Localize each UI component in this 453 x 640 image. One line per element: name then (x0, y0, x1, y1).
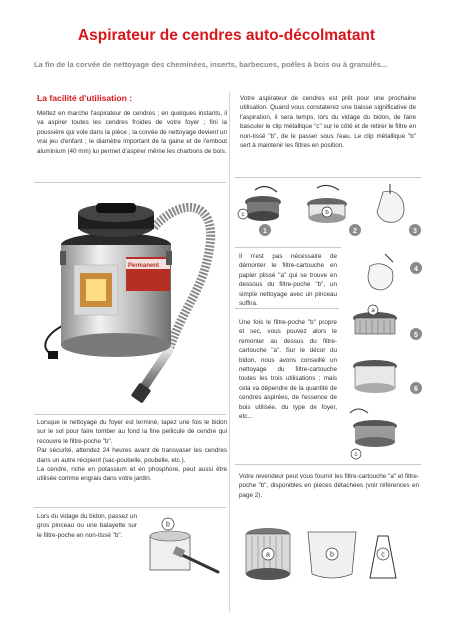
svg-text:c: c (241, 212, 245, 218)
filter-removal-steps-illustration (235, 180, 425, 250)
step-label-c2 (351, 449, 361, 459)
svg-text:4: 4 (414, 266, 418, 273)
divider (34, 182, 226, 183)
page-subtitle: La fin de la corvée de nettoyage des cheminées, inserts, barbecues, poêles à bois ou à granulés... (34, 60, 388, 69)
column-divider (229, 92, 230, 612)
filter-label-b (326, 548, 338, 560)
after-cleaning-section (37, 418, 227, 484)
svg-text:c: c (381, 551, 385, 559)
svg-text:5: 5 (414, 332, 418, 339)
divider (235, 247, 341, 248)
step-number-1 (259, 224, 271, 236)
svg-text:6: 6 (414, 386, 418, 393)
after-cleaning-text-2: Par sécurité, attendez 24 heures avant de transvaser les cendres dans un autre récipient (sac-poubelle, poubelle, etc.). (37, 447, 227, 464)
product-brand-label: Permanent (128, 263, 160, 269)
after-cleaning-text-3: La cendre, riche en potassium et en phosphore, peut aussi être utilisée comme engrais dans votre jardin. (37, 466, 227, 483)
svg-text:3: 3 (413, 228, 417, 235)
step-number-3 (409, 224, 421, 236)
section-usage-heading: La facilité d'utilisation : (37, 93, 133, 103)
reassembly-text: Une fois le filtre-poche "b" propre et sec, vous pouvez alors le remonter au dessus du filtre-cartouche "a". Sur le décor du bidon, nous avons conseillé un nettoyage du filtre-cartouche toutes les trois utilisations ; mais cela va dépendre de la quantité de cendres aspirées, de l'essence de bois utilisée, du type de foyer, etc... (239, 319, 337, 421)
spare-filters-illustration (238, 524, 418, 584)
svg-text:a: a (371, 308, 375, 314)
svg-text:b: b (325, 210, 329, 216)
page-title: Aspirateur de cendres auto-décolmatant (77, 27, 376, 44)
ash-vacuum-illustration (34, 185, 224, 410)
step-number-6 (410, 382, 422, 394)
divider (34, 414, 226, 415)
filter-label-a (262, 548, 274, 560)
svg-text:b: b (166, 521, 170, 529)
divider (235, 177, 421, 178)
spare-parts-text: Votre revendeur peut vous fournir les filtre-cartouche "a" et filtre-poche "b", disponibles en pièces détachées (voir références en page 2). (239, 473, 419, 499)
step-label-a (368, 305, 378, 315)
filter-label-b (162, 518, 174, 530)
svg-text:2: 2 (353, 228, 357, 235)
section-usage-text: Mettez en marche l'aspirateur de cendres ; en quelques instants, il va aspirer toutes les cendres froides de votre foyer ; fini la poussière qui vole dans la pièce ; la corvée de nettoyage devient un vrai jeu d'enfant ; le diamètre important de la gaine et de l'embout aluminium (40 mm) lui permet d'aspirer même les charbons de bois. (37, 110, 227, 155)
divider (34, 507, 226, 508)
brush-cleaning-illustration (140, 514, 225, 584)
emptying-text: Lors du vidage du bidon, passez un gros pinceau ou une balayette sur le filtre-poche en non-tissé "b". (37, 513, 137, 539)
divider (235, 464, 421, 465)
cartridge-steps-illustration (340, 248, 425, 463)
step-label-c (238, 209, 248, 219)
step-number-4 (410, 262, 422, 274)
cartridge-cleaning-text: Il n'est pas nécessaire de démonter le filtre-cartouche en papier plissé "a" qui se trouve en dessous du filtre-poche "b", un simple nettoyage avec un pinceau suffira. (239, 253, 337, 308)
after-cleaning-text-1: Lorsque le nettoyage du foyer est terminé, tapez une fois le bidon sur le sol pour faire tomber au fond la fine pellicule de cendre qui recouvre le filtre-poche "b". (37, 419, 227, 445)
svg-text:b: b (330, 551, 334, 559)
filter-label-c (377, 548, 389, 560)
section-usage (37, 93, 227, 156)
right-intro-text: Votre aspirateur de cendres est prêt pour une prochaine utilisation. Quand vous constaterez une baisse significative de l'aspiration, il sera temps, lors du vidage du bidon, de faire basculer le clip métallique "c" sur le côté et de retirer le filtre en non-tissé "b", de le passer sous l'eau. Le clip métallique "b" sert à maintenir les filtres en position. (240, 95, 416, 150)
step-number-2 (349, 224, 361, 236)
step-label-b (322, 207, 332, 217)
step-number-5 (410, 328, 422, 340)
svg-text:c: c (354, 452, 358, 458)
svg-text:a: a (266, 551, 270, 559)
divider (235, 308, 339, 309)
svg-text:1: 1 (263, 228, 267, 235)
